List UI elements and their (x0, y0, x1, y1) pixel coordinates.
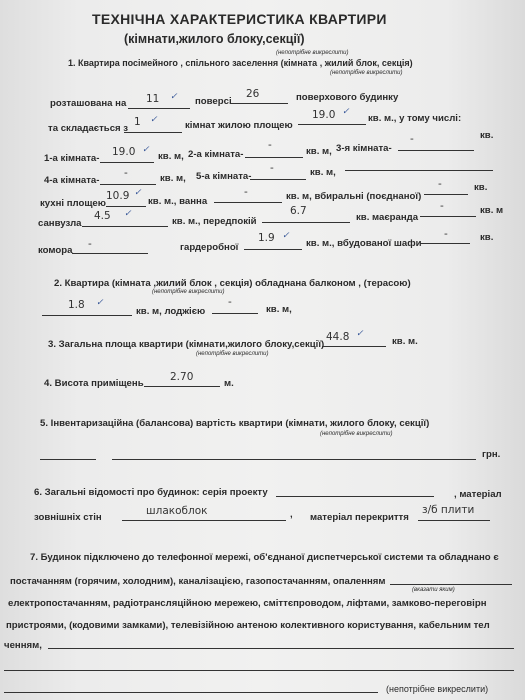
rooms-extra-line (345, 170, 493, 171)
loggia-value: - (228, 296, 232, 308)
room1-line (100, 162, 154, 163)
room2-value: - (268, 139, 272, 151)
s7-extra-rule (4, 670, 514, 671)
hall-value: 6.7 (290, 205, 307, 217)
builtin-line (420, 243, 470, 244)
room1-unit: кв. м, (158, 151, 184, 162)
s5-text: 5. Інвентаризаційна (балансова) вартість квартири (кімнати, жилого блоку, секції) (40, 418, 430, 429)
s7-line5-rule (48, 648, 514, 649)
balcony-value: 1.8 (68, 299, 85, 311)
room2-label: 2-а кімната- (188, 149, 244, 160)
wardrobe-line (244, 249, 302, 250)
s1-incl-label: кв. м., у тому числі: (368, 113, 462, 124)
veranda-label: кв. маєранда (356, 212, 419, 223)
room1-value: 19.0 (112, 146, 136, 158)
s5-unit: грн. (482, 449, 501, 460)
bath-label: кв. м., ванна (148, 196, 208, 207)
hall-line (262, 222, 350, 223)
s2-unit: кв. м, (266, 304, 292, 315)
s5-line-a (40, 459, 96, 460)
s1-intro: 1. Квартира посімейного , спільного заселення (кімната , жилий блок, секція) (68, 58, 413, 68)
check-mark-icon: ✓ (134, 187, 142, 197)
wc-label: кв. м, вбиральні (поєднаної) (286, 191, 422, 202)
room4-unit: кв. м, (160, 173, 186, 184)
rooms-value: 1 (134, 116, 141, 128)
wc-line (424, 194, 468, 195)
check-mark-icon: ✓ (150, 114, 158, 124)
room3-unit: кв. (480, 130, 494, 141)
pantry-label: комора (38, 245, 73, 256)
area-line (322, 346, 386, 347)
kitchen-line (106, 206, 146, 207)
s4-text: 4. Висота приміщень (44, 378, 144, 389)
s7-line3: електропостачанням, радіотрансляційною мережею, сміттєпроводом, ліфтами, замково-переговірн (8, 598, 487, 609)
sanuzel-value: 4.5 (94, 210, 111, 222)
kitchen-value: 10.9 (106, 190, 130, 202)
s4-unit: м. (224, 378, 234, 389)
walls-value: шлакоблок (146, 505, 208, 517)
s1-consists-label: та складається з (48, 123, 129, 134)
building-value: 26 (246, 88, 260, 100)
s7-line1: 7. Будинок підключено до телефонної мережі, об'єднаної диспетчерської системи та обладнано є (30, 552, 499, 563)
overlap-line (418, 520, 490, 521)
sanuzel-line (82, 226, 168, 227)
s6-material: , матеріал (454, 489, 502, 500)
kitchen-label: кухні площею (40, 198, 106, 209)
s3-text: 3. Загальна площа квартири (кімнати,жилого блоку,секції) (48, 339, 325, 350)
check-mark-icon: ✓ (282, 230, 290, 240)
wardrobe-value: 1.9 (258, 232, 275, 244)
s7-note-unnecessary: (непотрібне викреслити) (386, 684, 489, 694)
check-mark-icon: ✓ (356, 328, 364, 338)
builtin-value: - (444, 228, 448, 240)
area-value: 44.8 (326, 331, 350, 343)
check-mark-icon: ✓ (342, 106, 350, 116)
doc-subtitle: (кімнати,жилого блоку,секції) (124, 32, 305, 46)
room5-line (250, 179, 306, 180)
doc-title: ТЕХНІЧНА ХАРАКТЕРИСТИКА КВАРТИРИ (92, 11, 387, 27)
s7-note-which: (вказати яким) (412, 587, 455, 593)
pantry-value: - (88, 238, 92, 250)
check-mark-icon: ✓ (142, 144, 150, 154)
room3-line (398, 150, 474, 151)
room5-unit: кв. м, (310, 167, 336, 178)
loggia-line (212, 313, 258, 314)
s5-line-b (112, 459, 476, 460)
s7-line4: пристроями, (кодовими замками), телевізійною антеною колективного користування, кабельним тел (6, 620, 490, 631)
room4-line (100, 184, 156, 185)
living-value: 19.0 (312, 109, 336, 121)
builtin-label: кв. м., вбудованої шафи (306, 238, 422, 249)
s7-line5: ченням, (4, 640, 42, 651)
building-line (230, 103, 288, 104)
loggia-label: кв. м, лоджією (136, 306, 206, 317)
wardrobe-label: гардеробної (180, 242, 239, 253)
s5-note: (непотрібне викреслити) (320, 431, 393, 437)
balcony-line (42, 315, 132, 316)
rooms-line (124, 132, 182, 133)
room4-label: 4-а кімната- (44, 175, 100, 186)
wc-value: - (438, 178, 442, 190)
overlap-value: з/б плити (422, 504, 475, 516)
check-mark-icon: ✓ (124, 208, 132, 218)
floor-line (128, 108, 190, 109)
room1-label: 1-а кімната- (44, 153, 100, 164)
check-mark-icon: ✓ (170, 91, 178, 101)
room2-line (245, 157, 303, 158)
room5-label: 5-а кімната- (196, 171, 252, 182)
series-line (276, 496, 434, 497)
height-value: 2.70 (170, 371, 194, 383)
pantry-line (72, 253, 148, 254)
s1-note: (непотрібне викреслити) (330, 70, 403, 76)
bath-line (214, 202, 282, 203)
note-unnecessary: (непотрібне викреслити) (276, 50, 349, 56)
s3-unit: кв. м. (392, 336, 418, 347)
s2-note: (непотрібне викреслити) (152, 289, 225, 295)
veranda-unit: кв. м (480, 205, 504, 216)
s1-building-label: поверхового будинку (296, 92, 399, 103)
veranda-value: - (440, 200, 444, 212)
wc-unit: кв. (474, 182, 488, 193)
bath-value: - (244, 186, 248, 198)
veranda-line (420, 216, 476, 217)
room2-unit: кв. м, (306, 146, 332, 157)
s1-located-label: розташована на (50, 98, 127, 109)
check-mark-icon: ✓ (96, 297, 104, 307)
room3-label: 3-я кімната- (336, 143, 392, 154)
s7-line2: постачанням (горячим, холодним), каналізацією, газопостачанням, опаленням (10, 576, 386, 587)
s6-comma: , (290, 509, 293, 520)
s1-floor-label: поверсі (195, 96, 232, 107)
walls-line (122, 520, 286, 521)
room3-value: - (410, 133, 414, 145)
sanuzel-label: санвузла (38, 218, 82, 229)
s3-note: (непотрібне викреслити) (196, 351, 269, 357)
s6-text: 6. Загальні відомості про будинок: серія проекту (34, 487, 268, 498)
builtin-unit: кв. (480, 232, 494, 243)
s7-heating-line (390, 584, 512, 585)
living-line (298, 124, 366, 125)
s7-last-rule (4, 692, 378, 693)
s2-text: 2. Квартира (кімната ,жилий блок , секція) обладнана балконом , (терасою) (54, 278, 411, 289)
s1-living-label: кімнат жилою площею (185, 120, 293, 131)
s6-walls-label: зовнішніх стін (34, 512, 102, 523)
floor-value: 11 (146, 93, 160, 105)
s6-overlap-label: матеріал перекриття (310, 512, 409, 523)
room5-value: - (270, 162, 274, 174)
height-line (144, 386, 220, 387)
room4-value: - (124, 167, 128, 179)
hall-label: кв. м., передпокій (172, 216, 257, 227)
